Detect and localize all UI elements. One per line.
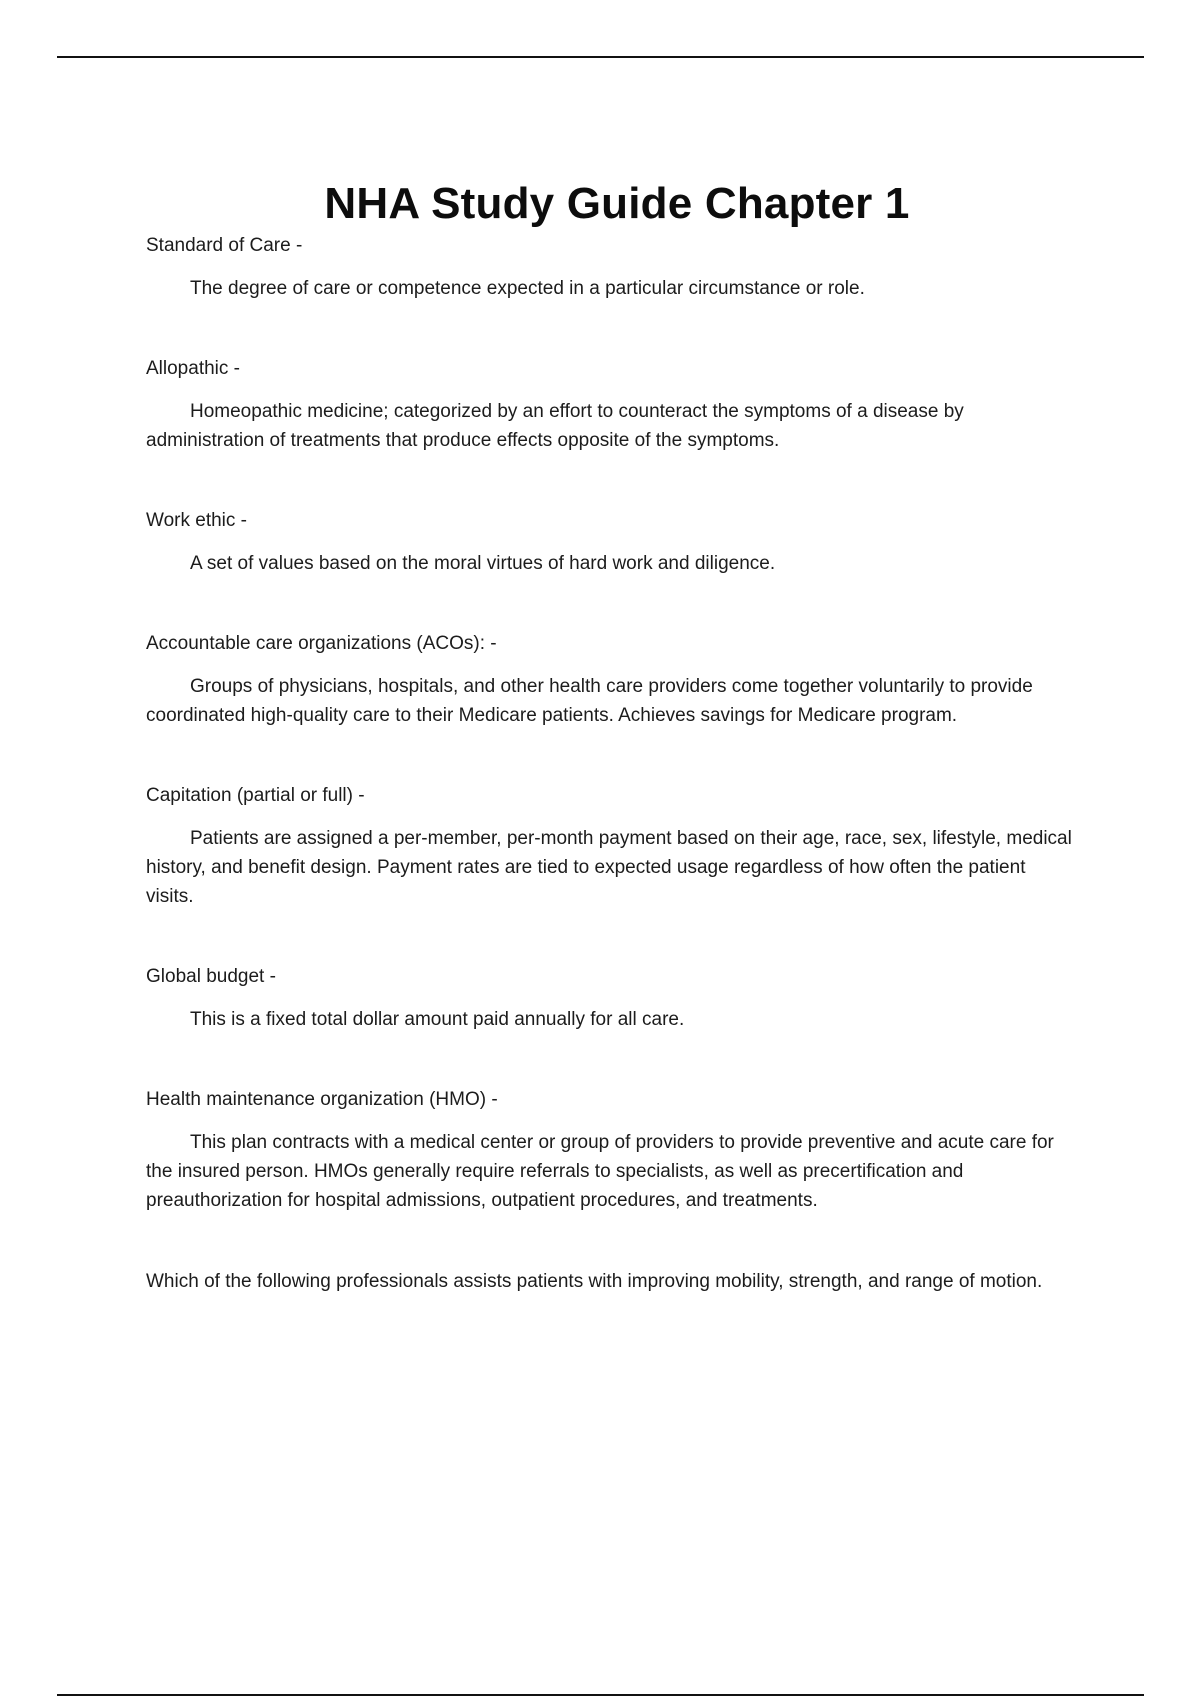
definition: The degree of care or competence expected in a particular circumstance or role. [190, 278, 865, 299]
study-guide-content [146, 232, 1076, 1296]
definition: A set of values based on the moral virtues of hard work and diligence. [190, 553, 776, 574]
definition: This is a fixed total dollar amount paid annually for all care. [190, 1009, 685, 1030]
term: Health maintenance organization (HMO) - [146, 1089, 498, 1110]
footer-rule [57, 1694, 1144, 1696]
entry-hmo [146, 1086, 1076, 1215]
question-text: Which of the following professionals assists patients with improving mobility, strength, and range of motion. [146, 1271, 1043, 1292]
entry-allopathic [146, 355, 1076, 455]
term: Work ethic - [146, 510, 248, 531]
entry-accountable-care-organizations [146, 630, 1076, 730]
definition: Groups of physicians, hospitals, and other health care providers come together voluntarily to provide coordinated high-quality care to their Medicare patients. Achieves savings for Medicare program. [146, 676, 1033, 726]
term: Capitation (partial or full) - [146, 785, 365, 806]
page-title: NHA Study Guide Chapter 1 [324, 179, 910, 229]
term: Global budget - [146, 966, 276, 987]
entry-global-budget [146, 963, 1076, 1034]
term: Allopathic - [146, 358, 240, 379]
term: Accountable care organizations (ACOs): - [146, 633, 497, 654]
definition: This plan contracts with a medical center or group of providers to provide preventive and acute care for the insured person. HMOs generally require referrals to specialists, as well as precertification and preauthorization for hospital admissions, outpatient procedures, and treatments. [146, 1132, 1054, 1211]
entry-standard-of-care [146, 232, 1076, 303]
term: Standard of Care - [146, 235, 303, 256]
definition: Patients are assigned a per-member, per-month payment based on their age, race, sex, lifestyle, medical history, and benefit design. Payment rates are tied to expected usage regardless of how often the patient visits. [146, 828, 1072, 907]
entry-capitation [146, 782, 1076, 911]
entry-work-ethic [146, 507, 1076, 578]
header-rule [57, 56, 1144, 58]
definition: Homeopathic medicine; categorized by an effort to counteract the symptoms of a disease by administration of treatments that produce effects opposite of the symptoms. [146, 401, 964, 451]
